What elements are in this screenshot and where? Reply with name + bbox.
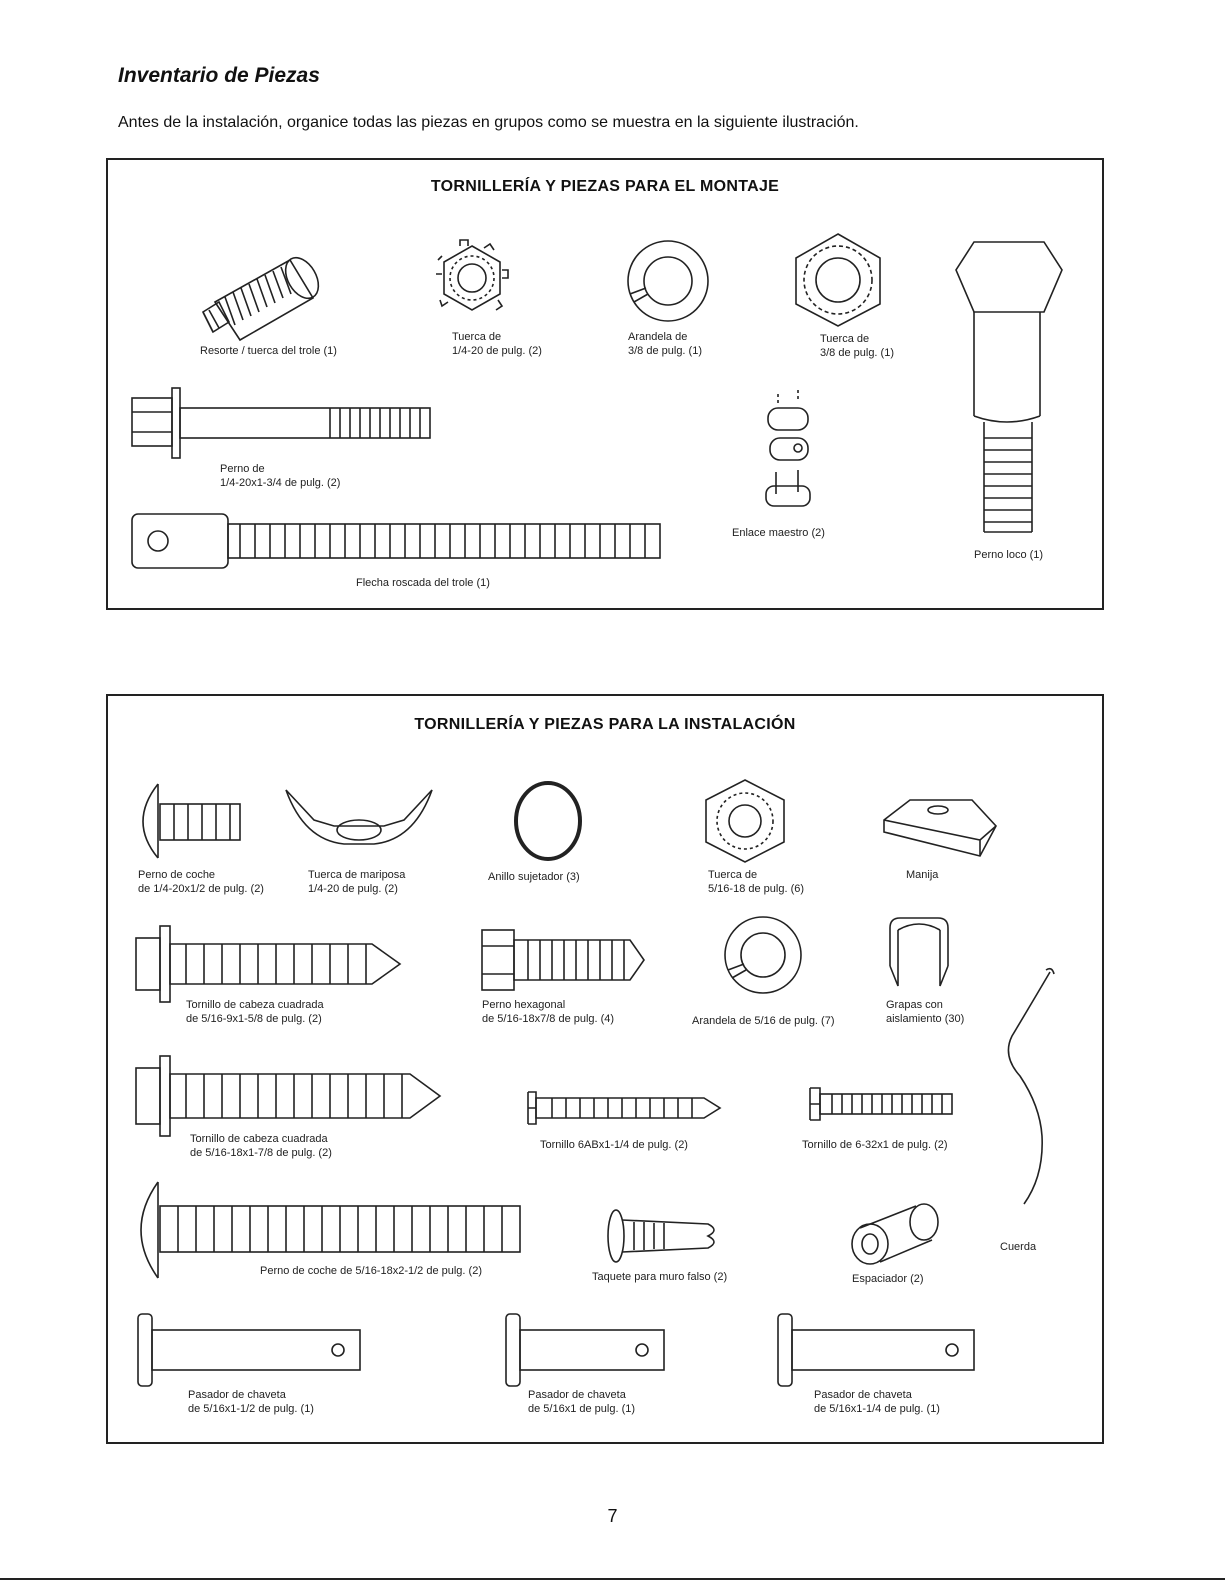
intro-text: Antes de la instalación, organice todas las piezas en grupos como se muestra en la siguiente ilustración. (118, 114, 859, 131)
caption-clevis-pin-1: Pasador de chaveta de 5/16x1 de pulg. (1) (528, 1389, 636, 1415)
caption-carriage-bolt-1-4: Perno de coche de 1/4-20x1/2 de pulg. (2) (138, 869, 264, 895)
caption-lag-screw-1-7-8: Tornillo de cabeza cuadrada de 5/16-18x1-7/8 de pulg. (2) (190, 1133, 332, 1159)
caption-carriage-bolt-5-16: Perno de coche de 5/16-18x2-1/2 de pulg. (2) (260, 1265, 482, 1277)
caption-lag-screw-1-5-8: Tornillo de cabeza cuadrada de 5/16-9x1-5/8 de pulg. (2) (186, 999, 324, 1025)
page-number: 7 (607, 1506, 618, 1526)
caption-keps-nut: Tuerca de 1/4-20 de pulg. (2) (452, 331, 542, 357)
caption-lock-washer-5-16: Arandela de 5/16 de pulg. (7) (692, 1015, 835, 1027)
caption-hex-nut-5-16: Tuerca de 5/16-18 de pulg. (6) (708, 869, 805, 895)
caption-hex-bolt-1-4: Perno de 1/4-20x1-3/4 de pulg. (2) (220, 463, 341, 489)
page-title: Inventario de Piezas (118, 64, 320, 87)
caption-drywall-anchor: Taquete para muro falso (2) (592, 1271, 728, 1283)
caption-master-link: Enlace maestro (2) (732, 527, 825, 539)
caption-wing-nut: Tuerca de mariposa 1/4-20 de pulg. (2) (308, 869, 406, 895)
caption-threaded-shaft: Flecha roscada del trole (1) (356, 577, 490, 589)
caption-handle: Manija (906, 869, 939, 881)
caption-screw-6ab: Tornillo 6ABx1-1/4 de pulg. (2) (540, 1139, 688, 1151)
caption-ring-fastener: Anillo sujetador (3) (488, 871, 580, 883)
caption-hex-bolt-5-16: Perno hexagonal de 5/16-18x7/8 de pulg. (4) (482, 999, 615, 1025)
caption-clevis-pin-1-1-2: Pasador de chaveta de 5/16x1-1/2 de pulg. (1) (188, 1389, 314, 1415)
installation-heading: TORNILLERÍA Y PIEZAS PARA LA INSTALACIÓN (414, 716, 796, 733)
caption-hex-nut-3-8: Tuerca de 3/8 de pulg. (1) (820, 333, 894, 359)
caption-lock-washer-3-8: Arandela de 3/8 de pulg. (1) (628, 331, 702, 357)
caption-insulated-staple: Grapas con aislamiento (30) (886, 999, 965, 1025)
caption-idler-bolt: Perno loco (1) (974, 549, 1044, 561)
mounting-heading: TORNILLERÍA Y PIEZAS PARA EL MONTAJE (430, 178, 780, 195)
bottom-edge-rule (0, 1578, 1225, 1580)
caption-trolley-spring-nut: Resorte / tuerca del trole (1) (200, 345, 337, 357)
caption-clevis-pin-1-1-4: Pasador de chaveta de 5/16x1-1/4 de pulg. (1) (814, 1389, 940, 1415)
caption-rope: Cuerda (1000, 1241, 1037, 1253)
caption-spacer: Espaciador (2) (852, 1273, 924, 1285)
caption-machine-screw: Tornillo de 6-32x1 de pulg. (2) (802, 1139, 948, 1151)
